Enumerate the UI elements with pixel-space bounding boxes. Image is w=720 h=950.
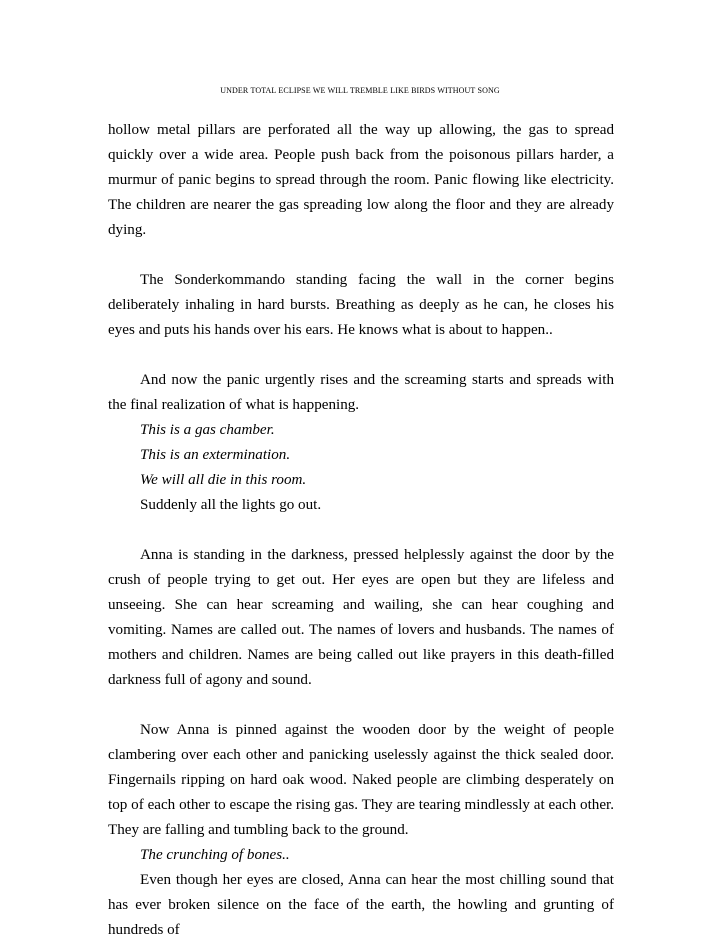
italic-line-all-die: We will all die in this room. [140, 472, 307, 488]
paragraph-gap [108, 518, 614, 543]
italic-line-extermination: This is an extermination. [140, 447, 291, 463]
paragraph-gap [108, 243, 614, 268]
paragraph-1: hollow metal pillars are perforated all the way up allowing, the gas to spread quickly over a wide area. People push back from the poisonous pillars harder, a murmur of panic begins to spread through the room. Panic flowing like electricity. The children are nearer the gas spreading low along the floor and they are already dying. [108, 122, 614, 238]
paragraph-3: And now the panic urgently rises and the screaming starts and spreads with the final realization of what is happening. [108, 372, 614, 413]
paragraph-6: Even though her eyes are closed, Anna can hear the most chilling sound that has ever broken silence on the face of the earth, the howling and grunting of hundreds of [108, 872, 614, 938]
line-lights-out: Suddenly all the lights go out. [140, 497, 322, 513]
italic-line-gas-chamber: This is a gas chamber. [140, 422, 275, 438]
paragraph-gap [108, 343, 614, 368]
italic-line-crunching: The crunching of bones.. [140, 847, 290, 863]
body-text [108, 118, 614, 943]
paragraph-5: Now Anna is pinned against the wooden door by the weight of people clambering over each other and panicking uselessly against the thick sealed door. Fingernails ripping on hard oak wood. Naked people are climbing desperately on top of each other to escape the rising gas. They are tearing mindlessly at each other. They are falling and tumbling back to the ground. [108, 722, 614, 838]
running-header: UNDER TOTAL ECLIPSE WE WILL TREMBLE LIKE BIRDS WITHOUT SONG [220, 86, 500, 95]
paragraph-gap [108, 693, 614, 718]
paragraph-4: Anna is standing in the darkness, pressed helplessly against the door by the crush of people trying to get out. Her eyes are open but they are lifeless and unseeing. She can hear screaming and wailing, she can hear coughing and vomiting. Names are called out. The names of lovers and husbands. The names of mothers and children. Names are being called out like prayers in this death-filled darkness full of agony and sound. [108, 547, 614, 688]
paragraph-2: The Sonderkommando standing facing the wall in the corner begins deliberately inhaling in hard bursts. Breathing as deeply as he can, he closes his eyes and puts his hands over his ears. He knows what is about to happen.. [108, 272, 614, 338]
